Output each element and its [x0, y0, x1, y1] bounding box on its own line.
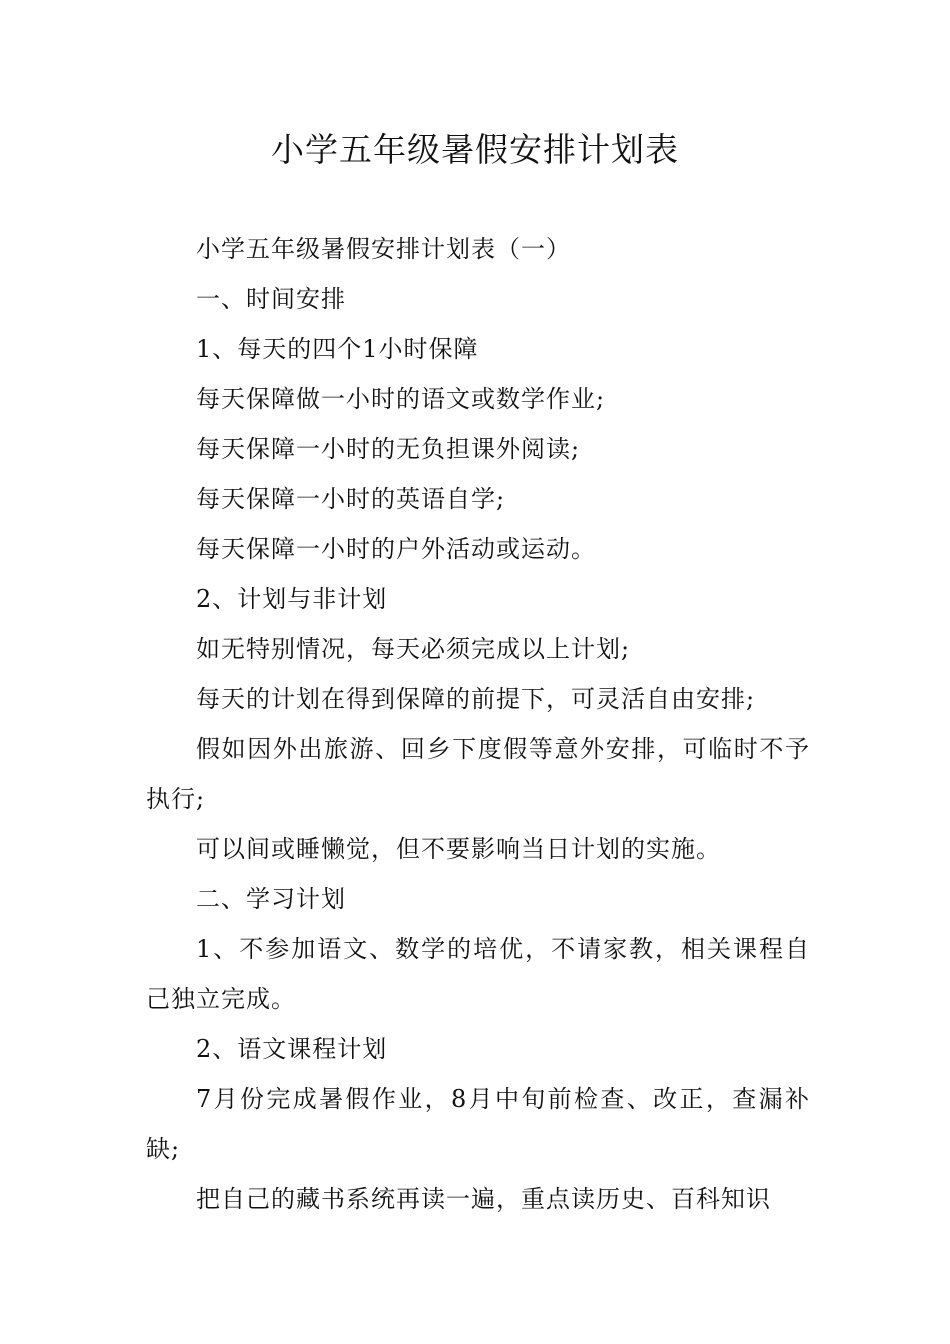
paragraph: 假如因外出旅游、回乡下度假等意外安排，可临时不予执行; — [146, 735, 810, 813]
paragraph: 如无特别情况，每天必须完成以上计划; — [196, 635, 631, 663]
paragraph: 每天保障做一小时的语文或数学作业; — [196, 385, 606, 413]
paragraph: 7月份完成暑假作业，8月中旬前检查、改正，查漏补缺; — [146, 1085, 810, 1163]
subsection-heading: 1、每天的四个1小时保障 — [196, 335, 479, 363]
paragraph: 每天的计划在得到保障的前提下，可灵活自由安排; — [196, 685, 756, 713]
paragraph: 1、不参加语文、数学的培优，不请家教，相关课程自己独立完成。 — [146, 935, 810, 1013]
paragraph: 可以间或睡懒觉，但不要影响当日计划的实施。 — [196, 835, 721, 863]
document-title: 小学五年级暑假安排计划表 — [271, 130, 679, 169]
paragraph: 把自己的藏书系统再读一遍，重点读历史、百科知识 — [196, 1185, 771, 1213]
document-body — [146, 224, 810, 1224]
paragraph: 每天保障一小时的无负担课外阅读; — [196, 435, 581, 463]
section-heading: 一、时间安排 — [196, 285, 346, 313]
paragraph: 小学五年级暑假安排计划表（一） — [196, 235, 571, 263]
paragraph: 每天保障一小时的户外活动或运动。 — [196, 535, 596, 563]
subsection-heading: 2、语文课程计划 — [196, 1035, 388, 1063]
paragraph: 每天保障一小时的英语自学; — [196, 485, 506, 513]
subsection-heading: 2、计划与非计划 — [196, 585, 388, 613]
section-heading: 二、学习计划 — [196, 885, 346, 913]
